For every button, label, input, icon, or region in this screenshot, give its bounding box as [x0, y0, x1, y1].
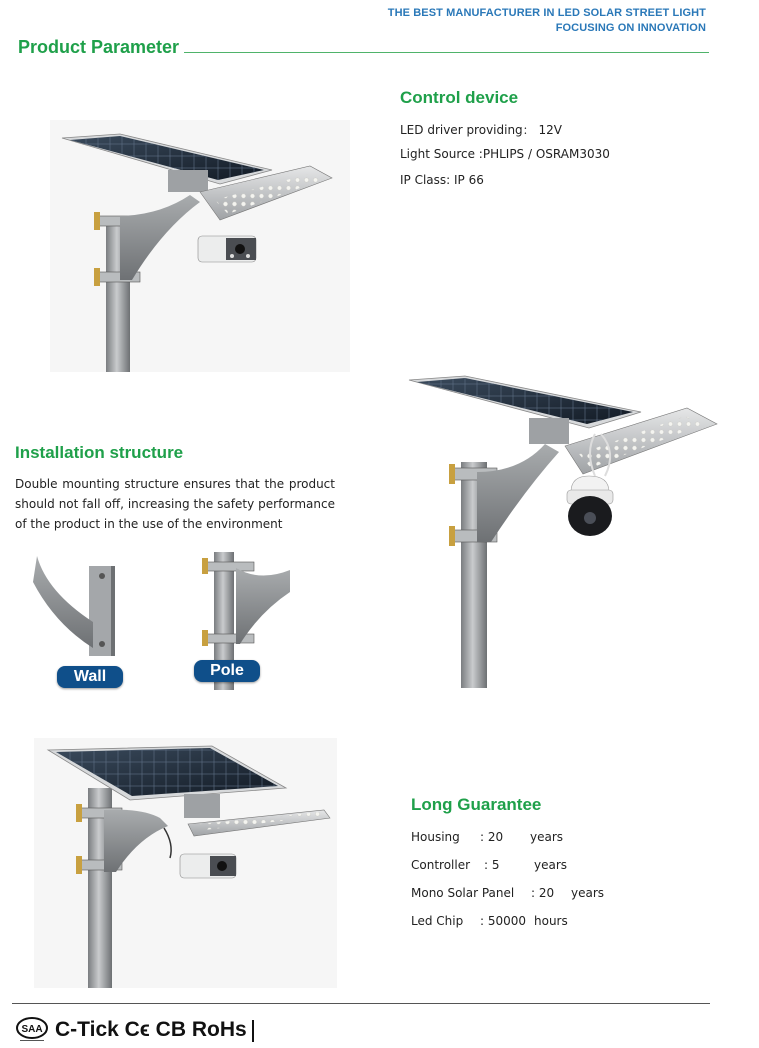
- product-image-dome-camera: [405, 372, 720, 690]
- cursor-bar: [252, 1020, 254, 1042]
- guarantee-led-chip-unit: hours: [534, 914, 568, 928]
- guarantee-solar-panel-value: : 20: [531, 886, 555, 900]
- guarantee-controller-name: Controller: [411, 858, 471, 872]
- footer-rule: [12, 1003, 710, 1004]
- guarantee-solar-panel-unit: years: [571, 886, 605, 900]
- guarantee-housing-name: Housing: [411, 830, 460, 844]
- header-tagline: [388, 6, 706, 36]
- guarantee-housing-value: : 20: [480, 830, 504, 844]
- guarantee-controller-value: : 5: [484, 858, 500, 872]
- spec-led-driver: LED driver providing： 12V: [400, 123, 562, 137]
- spec-light-source: Light Source :PHLIPS / OSRAM3030: [400, 147, 610, 161]
- guarantee-title: Long Guarantee: [411, 795, 542, 814]
- guarantee-controller-unit: years: [534, 858, 568, 872]
- guarantee-solar-panel-name: Mono Solar Panel: [411, 886, 515, 900]
- certifications-text: C-Tick Ϲϵ CB RoHs: [55, 1018, 247, 1041]
- svg-text:SAA: SAA: [21, 1024, 43, 1035]
- wall-badge: Wall: [57, 666, 123, 688]
- installation-description: Double mounting structure ensures that the product should not fall off, increasing the safety performance of the product in the use of the environment: [15, 477, 335, 531]
- control-device-title: Control device: [400, 88, 519, 107]
- page-title: Product Parameter: [18, 37, 180, 57]
- tagline-line-2: FOCUSING ON INNOVATION: [555, 22, 706, 34]
- saa-logo: [16, 1017, 48, 1043]
- guarantee-housing-unit: years: [530, 830, 564, 844]
- product-image-large-panel: [34, 738, 337, 988]
- installation-title: Installation structure: [15, 443, 184, 462]
- wall-mount-image: [33, 552, 153, 690]
- pole-badge: Pole: [194, 660, 260, 682]
- product-image-bullet-camera: [50, 120, 350, 372]
- guarantee-led-chip-value: : 50000: [480, 914, 527, 928]
- title-rule: [184, 52, 709, 53]
- spec-ip-class: IP Class: IP 66: [400, 173, 484, 187]
- pole-mount-image: [190, 552, 300, 690]
- guarantee-led-chip-name: Led Chip: [411, 914, 464, 928]
- tagline-line-1: THE BEST MANUFACTURER IN LED SOLAR STREET LIGHT: [387, 7, 706, 19]
